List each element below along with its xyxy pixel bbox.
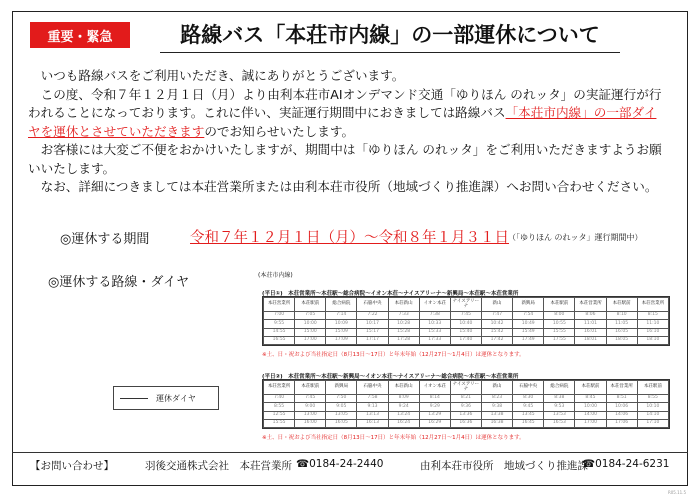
timetable2-time-cell: 13:24 [388,411,419,419]
timetable2-time-cell: 16:36 [450,419,481,427]
timetable2-time-cell: 9:29 [419,403,450,411]
timetable1-header-cell: 本荘営業所 [575,298,606,312]
timetable1-time-cell: 16:05 [606,328,637,336]
timetable1-time-cell: 7:33 [388,312,419,320]
table-row [264,312,669,320]
timetable1-time-cell: 8:15 [637,312,668,320]
timetable1-time-cell: 17:55 [544,336,575,344]
timetable2-time-cell: 16:13 [357,419,388,427]
timetable1-time-cell: 15:28 [388,328,419,336]
timetable-caption: (本荘市内線) [258,272,293,279]
timetable1-time-cell: 11:10 [637,320,668,328]
timetable2-time-cell: 9:13 [357,403,388,411]
timetable1-time-cell: 15:33 [419,328,450,336]
timetable2-time-cell: 14:10 [637,411,668,419]
table-row [264,328,669,336]
timetable2-time-cell: 8:14 [419,395,450,403]
timetable2-time-cell: 16:38 [481,419,512,427]
timetable1-grid [263,297,669,345]
timetable2-time-cell: 8:21 [450,395,481,403]
timetable1-header-cell: 総合病院 [326,298,357,312]
timetable2-time-cell: 13:00 [295,411,326,419]
timetable2-header-cell: 本荘駅前 [295,381,326,395]
timetable2-time-cell: 15:55 [264,419,295,427]
timetable2-time-cell: 7:45 [295,395,326,403]
table-row [264,320,669,328]
timetable2-header-cell: 本荘新山 [388,381,419,395]
timetable2-time-cell: 12:55 [264,411,295,419]
page-title: 路線バス「本荘市内線」の一部運休について [180,23,600,47]
timetable2-time-cell: 8:55 [637,395,668,403]
timetable1-time-cell: 18:05 [606,336,637,344]
timetable1-header-cell: 新山 [481,298,512,312]
timetable2-time-cell: 7:40 [264,395,295,403]
timetable2-time-cell: 13:36 [450,411,481,419]
timetable1-header-cell: 本荘駅前 [606,298,637,312]
footer-city-office: 由利本荘市役所 地域づくり推進課 [420,460,588,472]
timetable1-note: ※土、日・祝および当社指定日（8月13日～17日）と年末年始（12月27日～1月4日）は運休となります。 [262,352,525,358]
timetable1-time-cell: 10:17 [357,320,388,328]
timetable1-time-cell: 7:47 [481,312,512,320]
timetable2-time-cell: 16:45 [513,419,544,427]
timetable2-header-cell: 石脇中央 [513,381,544,395]
timetable1-header-cell: イオン本荘 [419,298,450,312]
urgent-badge: 重要・緊急 [30,22,130,48]
timetable2-time-cell: 7:58 [357,395,388,403]
table-row [264,336,669,344]
timetable2-time-cell: 8:30 [513,395,544,403]
timetable1-time-cell: 17:00 [295,336,326,344]
notice-body [28,67,668,197]
timetable2-time-cell: 9:24 [388,403,419,411]
timetable1-time-cell: 10:40 [450,320,481,328]
timetable2-time-cell: 16:29 [419,419,450,427]
timetable2-time-cell: 9:38 [481,403,512,411]
timetable2 [262,379,670,429]
timetable2-time-cell: 10:06 [606,403,637,411]
timetable2-header-cell: イオン本荘 [419,381,450,395]
timetable1-time-cell: 17:33 [419,336,450,344]
timetable1-time-cell: 16:55 [264,336,295,344]
timetable1-time-cell: 7:14 [326,312,357,320]
timetable2-time-cell: 13:38 [481,411,512,419]
timetable2-time-cell: 13:05 [326,411,357,419]
timetable1-time-cell: 16:01 [575,328,606,336]
timetable1-header-cell: 新興局 [513,298,544,312]
footer-divider [12,452,688,453]
timetable2-time-cell: 7:50 [326,395,357,403]
footer-contact-label: 【お問い合わせ】 [30,460,114,472]
timetable2-time-cell: 13:45 [513,411,544,419]
timetable1-time-cell: 8:06 [575,312,606,320]
timetable1-time-cell: 7:38 [419,312,450,320]
footer-city-tel: ☎0184-24-6231 [582,458,670,470]
legend-box [113,386,219,410]
timetable2-time-cell: 8:51 [606,395,637,403]
timetable1-time-cell: 9:55 [264,320,295,328]
timetable1-time-cell: 18:01 [575,336,606,344]
timetable1 [262,296,670,346]
timetable2-time-cell: 9:53 [544,403,575,411]
table-row [264,411,669,419]
timetable2-time-cell: 16:05 [326,419,357,427]
paragraph-apology: お客様には大変ご不便をおかけいたしますが、期間中は「ゆりほん のれッタ」をご利用いただきますようお願いいたします。 [28,142,662,176]
timetable2-time-cell: 16:24 [388,419,419,427]
document-stamp: R05.11.5 [667,490,686,495]
title-underline [160,52,620,53]
timetable1-time-cell: 8:00 [544,312,575,320]
timetable2-time-cell: 9:05 [326,403,357,411]
timetable2-time-cell: 14:00 [575,411,606,419]
timetable2-time-cell: 16:53 [544,419,575,427]
timetable1-heading: (平日①) 本荘営業所～本荘駅～総合病院～イオン本荘～ナイスアリーナ～新興局～本荘駅～本荘営業所 [262,291,519,297]
timetable2-time-cell: 16:00 [295,419,326,427]
timetable1-time-cell: 15:49 [513,328,544,336]
timetable2-header-cell: 本荘営業所 [264,381,295,395]
timetable2-header-cell: ナイスアリーナ [450,381,481,395]
legend-label: 運休ダイヤ [156,393,196,403]
timetable1-time-cell: 11:01 [575,320,606,328]
timetable2-time-cell: 9:45 [513,403,544,411]
timetable1-time-cell: 17:40 [450,336,481,344]
timetable1-header-cell: 本荘営業所 [264,298,295,312]
timetable2-time-cell: 8:45 [575,395,606,403]
timetable2-time-cell: 9:00 [295,403,326,411]
timetable2-header-cell: 本荘駅前 [637,381,668,395]
timetable1-time-cell: 15:55 [544,328,575,336]
timetable1-time-cell: 15:40 [450,328,481,336]
timetable2-time-cell: 9:36 [450,403,481,411]
period-value: 令和７年１２月１日（月）～令和８年１月３１日 [190,230,509,246]
period-note: （「ゆりほん のれッタ」運行期間中） [508,233,643,242]
timetable1-time-cell: 7:45 [450,312,481,320]
timetable2-time-cell: 10:10 [637,403,668,411]
timetable1-time-cell: 15:09 [326,328,357,336]
timetable2-header-cell: 新山 [481,381,512,395]
timetable1-time-cell: 11:05 [606,320,637,328]
timetable1-time-cell: 10:55 [544,320,575,328]
timetable1-time-cell: 17:09 [326,336,357,344]
timetable2-time-cell: 8:09 [388,395,419,403]
timetable1-header-cell: 本荘駅前 [544,298,575,312]
timetable1-time-cell: 10:28 [388,320,419,328]
timetable2-header-cell: 本荘営業所 [606,381,637,395]
timetable1-header-cell: 本荘駅前 [295,298,326,312]
timetable1-header-cell: ナイスアリーナ [450,298,481,312]
timetable1-time-cell: 7:54 [513,312,544,320]
timetable1-time-cell: 10:33 [419,320,450,328]
timetable1-time-cell: 15:17 [357,328,388,336]
routes-label: ◎運休する路線・ダイヤ [48,275,190,290]
timetable2-header-cell: 石脇中央 [357,381,388,395]
timetable2-header-cell: 新興局 [326,381,357,395]
timetable1-time-cell: 10:49 [513,320,544,328]
timetable2-time-cell: 13:29 [419,411,450,419]
timetable2-time-cell: 17:10 [637,419,668,427]
timetable1-time-cell: 18:10 [637,336,668,344]
timetable2-time-cell: 8:38 [544,395,575,403]
timetable1-time-cell: 17:17 [357,336,388,344]
paragraph-greeting: いつも路線バスをご利用いただき、誠にありがとうございます。 [40,68,405,83]
timetable2-heading: (平日②) 本荘営業所～本荘駅～新興局～イオン本荘～ナイスアリーナ～総合病院～本荘駅～本荘営業所 [262,374,519,380]
timetable2-time-cell: 17:00 [575,419,606,427]
footer-company: 羽後交通株式会社 本荘営業所 [145,460,292,472]
timetable1-time-cell: 7:22 [357,312,388,320]
timetable1-time-cell: 8:10 [606,312,637,320]
timetable2-time-cell: 13:53 [544,411,575,419]
timetable2-time-cell: 8:55 [264,403,295,411]
footer-company-tel: ☎0184-24-2440 [296,458,384,470]
legend-line-swatch [120,398,148,399]
timetable1-time-cell: 15:42 [481,328,512,336]
timetable2-time-cell: 10:00 [575,403,606,411]
timetable2-header-cell: 本荘駅前 [575,381,606,395]
timetable2-note: ※土、日・祝および当社指定日（8月13日～17日）と年末年始（12月27日～1月4日）は運休となります。 [262,435,525,441]
timetable1-header-cell: 石脇中央 [357,298,388,312]
timetable2-time-cell: 8:23 [481,395,512,403]
timetable2-time-cell: 14:06 [606,411,637,419]
timetable2-header-cell: 総合病院 [544,381,575,395]
table-row [264,395,669,403]
timetable1-time-cell: 14:55 [264,328,295,336]
timetable1-time-cell: 7:05 [295,312,326,320]
timetable1-time-cell: 16:10 [637,328,668,336]
timetable1-time-cell: 10:00 [295,320,326,328]
timetable1-time-cell: 10:42 [481,320,512,328]
timetable1-time-cell: 17:28 [388,336,419,344]
period-label: ◎運休する期間 [60,232,150,247]
timetable2-time-cell: 17:06 [606,419,637,427]
timetable2-grid [263,380,669,428]
paragraph-inquiry: なお、詳細につきましては本荘営業所または由利本荘市役所（地域づくり推進課）へお問い合わせください。 [40,179,658,194]
timetable1-time-cell: 17:42 [481,336,512,344]
table-row [264,403,669,411]
suspension-highlight: 「本荘市内線」の一部ダイヤを運休とさせていただきます [28,105,657,139]
table-row [264,419,669,427]
timetable1-time-cell: 10:09 [326,320,357,328]
paragraph-announcement: この度、令和７年１２月１日（月）より由利本荘市AIオンデマンド交通「ゆりほん のれッタ」の実証運行が行われることになっております。これに伴い、実証運行期間中におきましては路線バス「本荘市内線」の一部ダイヤを運休とさせていただきますのでお知らせいたします。 [28,86,662,139]
timetable1-header-cell: 本荘営業所 [637,298,668,312]
timetable2-time-cell: 13:13 [357,411,388,419]
timetable1-time-cell: 7:00 [264,312,295,320]
timetable1-time-cell: 17:49 [513,336,544,344]
timetable1-time-cell: 15:00 [295,328,326,336]
timetable1-header-cell: 本荘新山 [388,298,419,312]
